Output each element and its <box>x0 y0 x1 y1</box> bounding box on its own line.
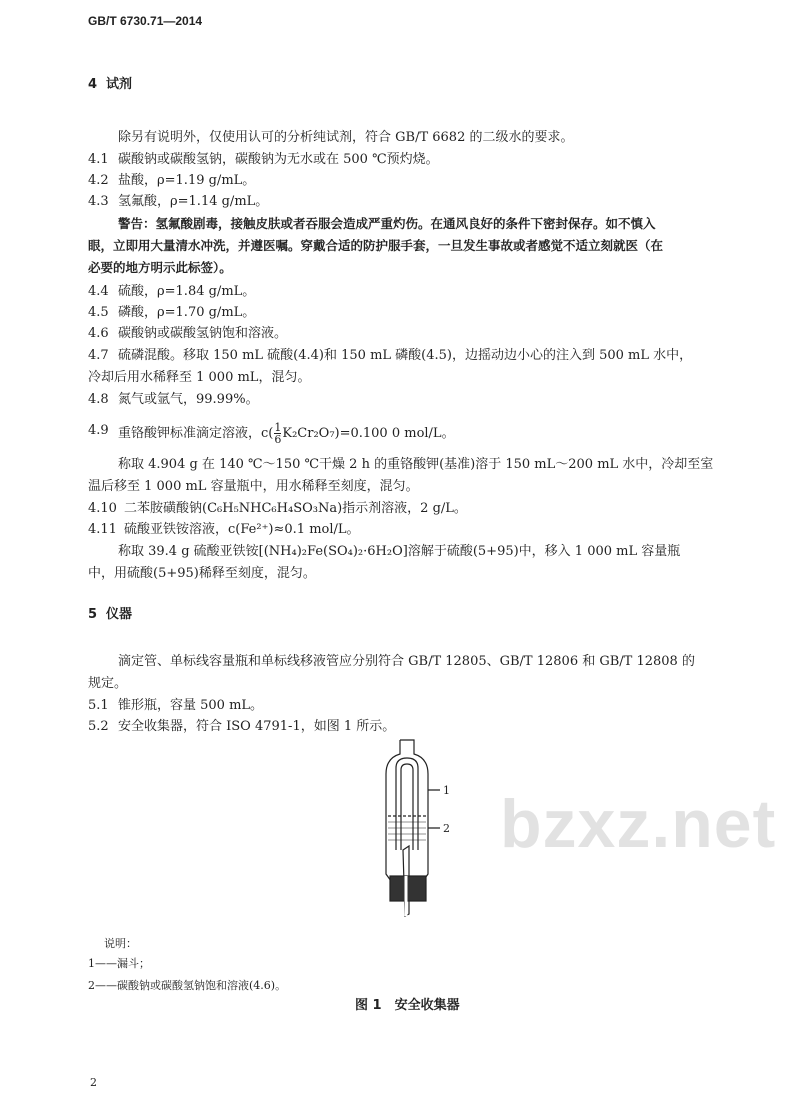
item-text: 硫酸，ρ=1.84 g/mL。 <box>118 284 256 299</box>
item-text: 安全收集器，符合 ISO 4791-1，如图 1 所示。 <box>118 719 396 734</box>
paragraph-line: 称取 4.904 g 在 140 ℃～150 ℃干燥 2 h 的重铬酸钾(基准)溶于 150 mL～200 mL 水中，冷却至室 <box>118 457 714 472</box>
safety-collector-figure <box>370 738 470 918</box>
item-4-9-formula <box>118 422 455 445</box>
item-number: 5.1 <box>88 698 109 713</box>
formula-post: K₂Cr₂O₇)=0.100 0 mol/L。 <box>282 426 455 441</box>
figure-label: 1 <box>443 784 450 797</box>
paragraph-line: 滴定管、单标线容量瓶和单标线移液管应分别符合 GB/T 12805、GB/T 12806 和 GB/T 12808 的 <box>118 654 695 669</box>
warning-line: 警告：氢氟酸剧毒，接触皮肤或者吞服会造成严重灼伤。在通风良好的条件下密封保存。如不慎入 <box>118 216 656 231</box>
warning-line: 必要的地方明示此标签）。 <box>88 260 232 275</box>
item-text: 氢氟酸，ρ=1.14 g/mL。 <box>118 194 269 209</box>
paragraph-line: 规定。 <box>88 676 128 691</box>
item-text-cont: 冷却后用水稀释至 1 000 mL，混匀。 <box>88 370 311 385</box>
section-5-number: 5 <box>88 607 98 622</box>
item-text: 盐酸，ρ=1.19 g/mL。 <box>118 173 256 188</box>
page-number: 2 <box>90 1076 97 1089</box>
paragraph-line: 中，用硫酸(5+95)稀释至刻度，混匀。 <box>88 566 316 581</box>
item-number: 4.2 <box>88 173 109 188</box>
item-text: 磷酸，ρ=1.70 g/mL。 <box>118 305 256 320</box>
item-text: 碳酸钠或碳酸氢钠饱和溶液。 <box>118 326 288 341</box>
item-number: 4.8 <box>88 392 109 407</box>
item-number: 4.3 <box>88 194 109 209</box>
fraction-numerator: 1 <box>274 421 282 434</box>
figure-label: 2 <box>443 822 450 835</box>
legend-item: 2——碳酸钠或碳酸氢钠饱和溶液(4.6)。 <box>88 979 287 992</box>
formula-pre: 重铬酸钾标准滴定溶液，c( <box>118 426 274 441</box>
item-text: 氮气或氩气，99.99%。 <box>118 392 259 407</box>
item-text: 锥形瓶，容量 500 mL。 <box>118 698 264 713</box>
fraction-denominator: 6 <box>274 433 282 446</box>
item-text: 二苯胺磺酸钠(C₆H₅NHC₆H₄SO₃Na)指示剂溶液，2 g/L。 <box>124 501 467 516</box>
section-5-title: 仪器 <box>106 607 133 622</box>
item-number: 4.7 <box>88 348 109 363</box>
item-number: 4.9 <box>88 423 109 438</box>
item-number: 4.10 <box>88 501 117 516</box>
item-number: 4.1 <box>88 152 109 167</box>
warning-line: 眼，立即用大量清水冲洗，并遵医嘱。穿戴合适的防护服手套，一旦发生事故或者感觉不适立刻就医（在 <box>88 238 664 253</box>
item-number: 4.4 <box>88 284 109 299</box>
section-4-number: 4 <box>88 77 98 92</box>
legend-item: 1——漏斗； <box>88 957 150 970</box>
item-number: 4.5 <box>88 305 109 320</box>
section-4-title: 试剂 <box>106 77 133 92</box>
section-4-intro: 除另有说明外，仅使用认可的分析纯试剂，符合 GB/T 6682 的二级水的要求。 <box>118 130 574 145</box>
figure-caption: 图 1 安全收集器 <box>355 998 460 1013</box>
paragraph-line: 温后移至 1 000 mL 容量瓶中，用水稀释至刻度，混匀。 <box>88 479 419 494</box>
doc-header: GB/T 6730.71—2014 <box>88 14 203 28</box>
item-text: 碳酸钠或碳酸氢钠，碳酸钠为无水或在 500 ℃预灼烧。 <box>118 152 439 167</box>
legend-title: 说明： <box>104 937 137 950</box>
item-number: 4.11 <box>88 522 117 537</box>
item-text: 硫磷混酸。移取 150 mL 硫酸(4.4)和 150 mL 磷酸(4.5)，边摇动边小心的注入到 500 mL 水中， <box>118 348 693 363</box>
item-text: 硫酸亚铁铵溶液，c(Fe²⁺)≈0.1 mol/L。 <box>124 522 360 537</box>
item-number: 4.6 <box>88 326 109 341</box>
paragraph-line: 称取 39.4 g 硫酸亚铁铵[(NH₄)₂Fe(SO₄)₂·6H₂O]溶解于硫酸(5+95)中，移入 1 000 mL 容量瓶 <box>118 544 681 559</box>
item-number: 5.2 <box>88 719 109 734</box>
watermark: bzxz.net <box>500 786 777 862</box>
